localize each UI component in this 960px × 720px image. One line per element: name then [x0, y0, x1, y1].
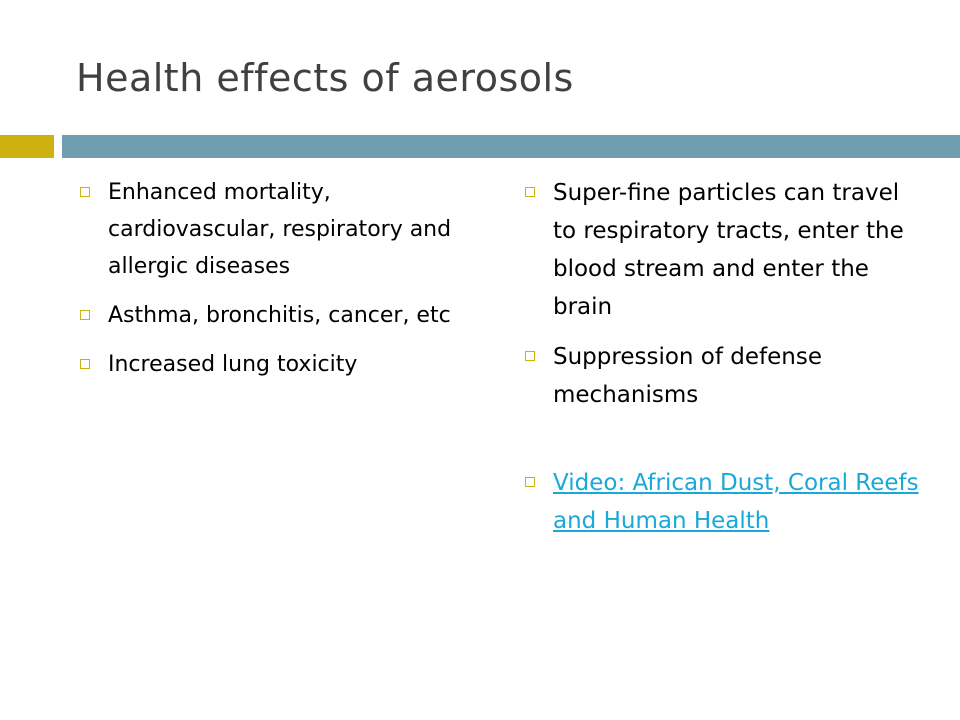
video-link[interactable]: Video: African Dust, Coral Reefs and Human Health [553, 470, 919, 534]
hollow-square-icon [80, 359, 90, 369]
bullet-text: Enhanced mortality, cardiovascular, respiratory and allergic diseases [108, 180, 452, 279]
bullet-item [80, 346, 470, 383]
accent-bar-gold [0, 135, 54, 158]
bullet-text: Increased lung toxicity [108, 352, 358, 377]
bullet-item [80, 174, 470, 285]
bullet-item [525, 338, 925, 414]
bullet-text: Suppression of defense mechanisms [553, 344, 822, 408]
bullet-item [80, 297, 470, 334]
hollow-square-icon [80, 310, 90, 320]
hollow-square-icon [525, 187, 535, 197]
bullet-item [525, 174, 925, 326]
bullet-text: Super-fine particles can travel to respiratory tracts, enter the blood stream and enter the brain [553, 180, 904, 320]
accent-bar-teal [62, 135, 960, 158]
hollow-square-icon [525, 351, 535, 361]
video-link-item [525, 464, 925, 540]
hollow-square-icon [80, 187, 90, 197]
bullet-text: Asthma, bronchitis, cancer, etc [108, 303, 451, 328]
slide-title: Health effects of aerosols [76, 56, 574, 100]
left-column [80, 174, 470, 383]
hollow-square-icon [525, 477, 535, 487]
right-column [525, 174, 925, 540]
